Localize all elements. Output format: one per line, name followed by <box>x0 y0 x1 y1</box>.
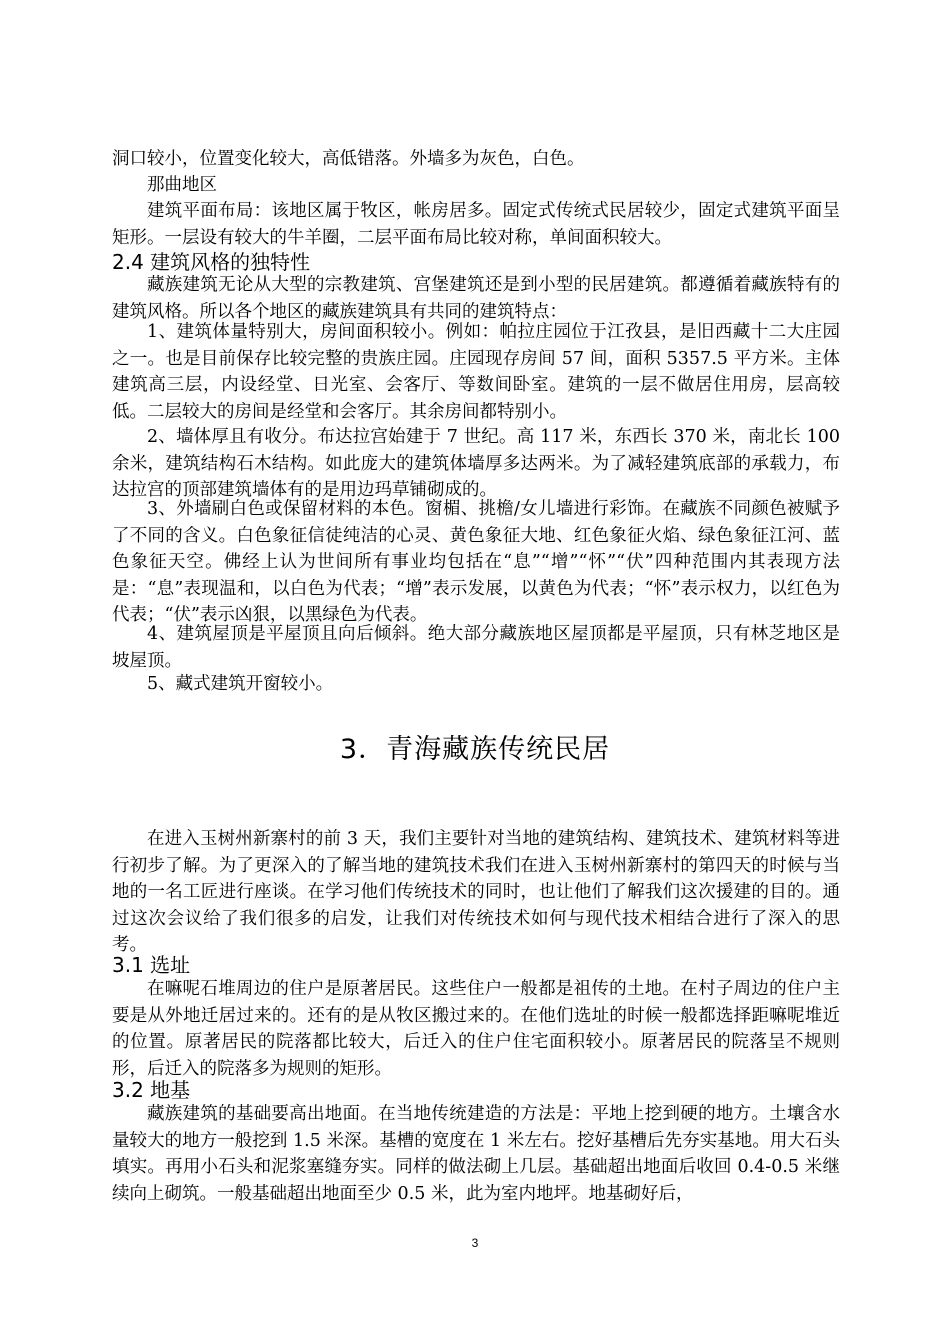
paragraph-top: 洞口较小，位置变化较大，高低错落。外墙多为灰色，白色。 <box>112 149 585 169</box>
section-heading-3-2: 3.2 地基 <box>112 1078 191 1102</box>
paragraph-2-4-intro: 藏族建筑无论从大型的宗教建筑、宫堡建筑还是到小型的民居建筑。都遵循着藏族特有的建筑风格。所以各个地区的藏族建筑具有共同的建筑特点： <box>112 275 840 322</box>
paragraph-3-2: 藏族建筑的基础要高出地面。在当地传统建造的方法是：平地上挖到硬的地方。土壤含水量较大的地方一般挖到 1.5 米深。基槽的宽度在 1 米左右。挖好基槽后先夯实基地。用大石头填实。再用小石头和泥浆塞缝夯实。同样的做法砌上几层。基础超出地面后收回 0.4-0.5 米继续向上砌筑。一般基础超出地面至少 0.5 米，此为室内地坪。地基砌好后， <box>112 1104 840 1204</box>
page-number: 3 <box>471 1236 479 1250</box>
paragraph-naqu-layout: 建筑平面布局：该地区属于牧区，帐房居多。固定式传统式民居较少，固定式建筑平面呈矩形。一层设有较大的牛羊圈，二层平面布局比较对称，单间面积较大。 <box>112 201 840 248</box>
paragraph-2-4-item-4: 4、建筑屋顶是平屋顶且向后倾斜。绝大部分藏族地区屋顶都是平屋顶，只有林芝地区是坡屋顶。 <box>112 624 840 671</box>
paragraph-2-4-item-5: 5、藏式建筑开窗较小。 <box>147 674 334 694</box>
paragraph-2-4-item-3: 3、外墙刷白色或保留材料的本色。窗楣、挑檐/女儿墙进行彩饰。在藏族不同颜色被赋予了不同的含义。白色象征信徒纯洁的心灵、黄色象征大地、红色象征火焰、绿色象征江河、蓝色象征天空。佛经上认为世间所有事业均包括在“息”“增”“怀”“伏”四种范围内其表现方法是：“息”表现温和，以白色为代表；“增”表示发展，以黄色为代表；“怀”表示权力，以红色为代表；“伏”表示凶狠，以黑绿色为代表。 <box>112 499 840 625</box>
paragraph-2-4-item-1: 1、建筑体量特别大，房间面积较小。例如：帕拉庄园位于江孜县，是旧西藏十二大庄园之一。也是目前保存比较完整的贵族庄园。庄园现存房间 57 间，面积 5357.5 平方米。主体建筑高三层，内设经堂、日光室、会客厅、等数间卧室。建筑的一层不做居住用房，层高较低。二层较大的房间是经堂和会客厅。其余房间都特别小。 <box>112 322 840 422</box>
paragraph-naqu-title: 那曲地区 <box>147 175 217 195</box>
chapter-heading-3: 3．青海藏族传统民居 <box>339 734 611 765</box>
paragraph-2-4-item-2: 2、墙体厚且有收分。布达拉宫始建于 7 世纪。高 117 米，东西长 370 米，南北长 100 余米，建筑结构石木结构。如此庞大的建筑体墙厚多达两米。为了减轻建筑底部的承载力，布达拉宫的顶部建筑墙体有的是用边玛草铺砌成的。 <box>112 427 840 500</box>
section-heading-2-4: 2.4 建筑风格的独特性 <box>112 250 311 274</box>
paragraph-3-intro: 在进入玉树州新寨村的前 3 天，我们主要针对当地的建筑结构、建筑技术、建筑材料等进行初步了解。为了更深入的了解当地的建筑技术我们在进入玉树州新寨村的第四天的时候与当地的一名工匠进行座谈。在学习他们传统技术的同时，也让他们了解我们这次援建的目的。通过这次会议给了我们很多的启发，让我们对传统技术如何与现代技术相结合进行了深入的思考。 <box>112 829 840 955</box>
paragraph-3-1: 在嘛呢石堆周边的住户是原著居民。这些住户一般都是祖传的土地。在村子周边的住户主要是从外地迁居过来的。还有的是从牧区搬过来的。在他们选址的时候一般都选择距嘛呢堆近的位置。原著居民的院落都比较大，后迁入的住户住宅面积较小。原著居民的院落呈不规则形，后迁入的院落多为规则的矩形。 <box>112 979 840 1079</box>
section-heading-3-1: 3.1 选址 <box>112 953 191 977</box>
